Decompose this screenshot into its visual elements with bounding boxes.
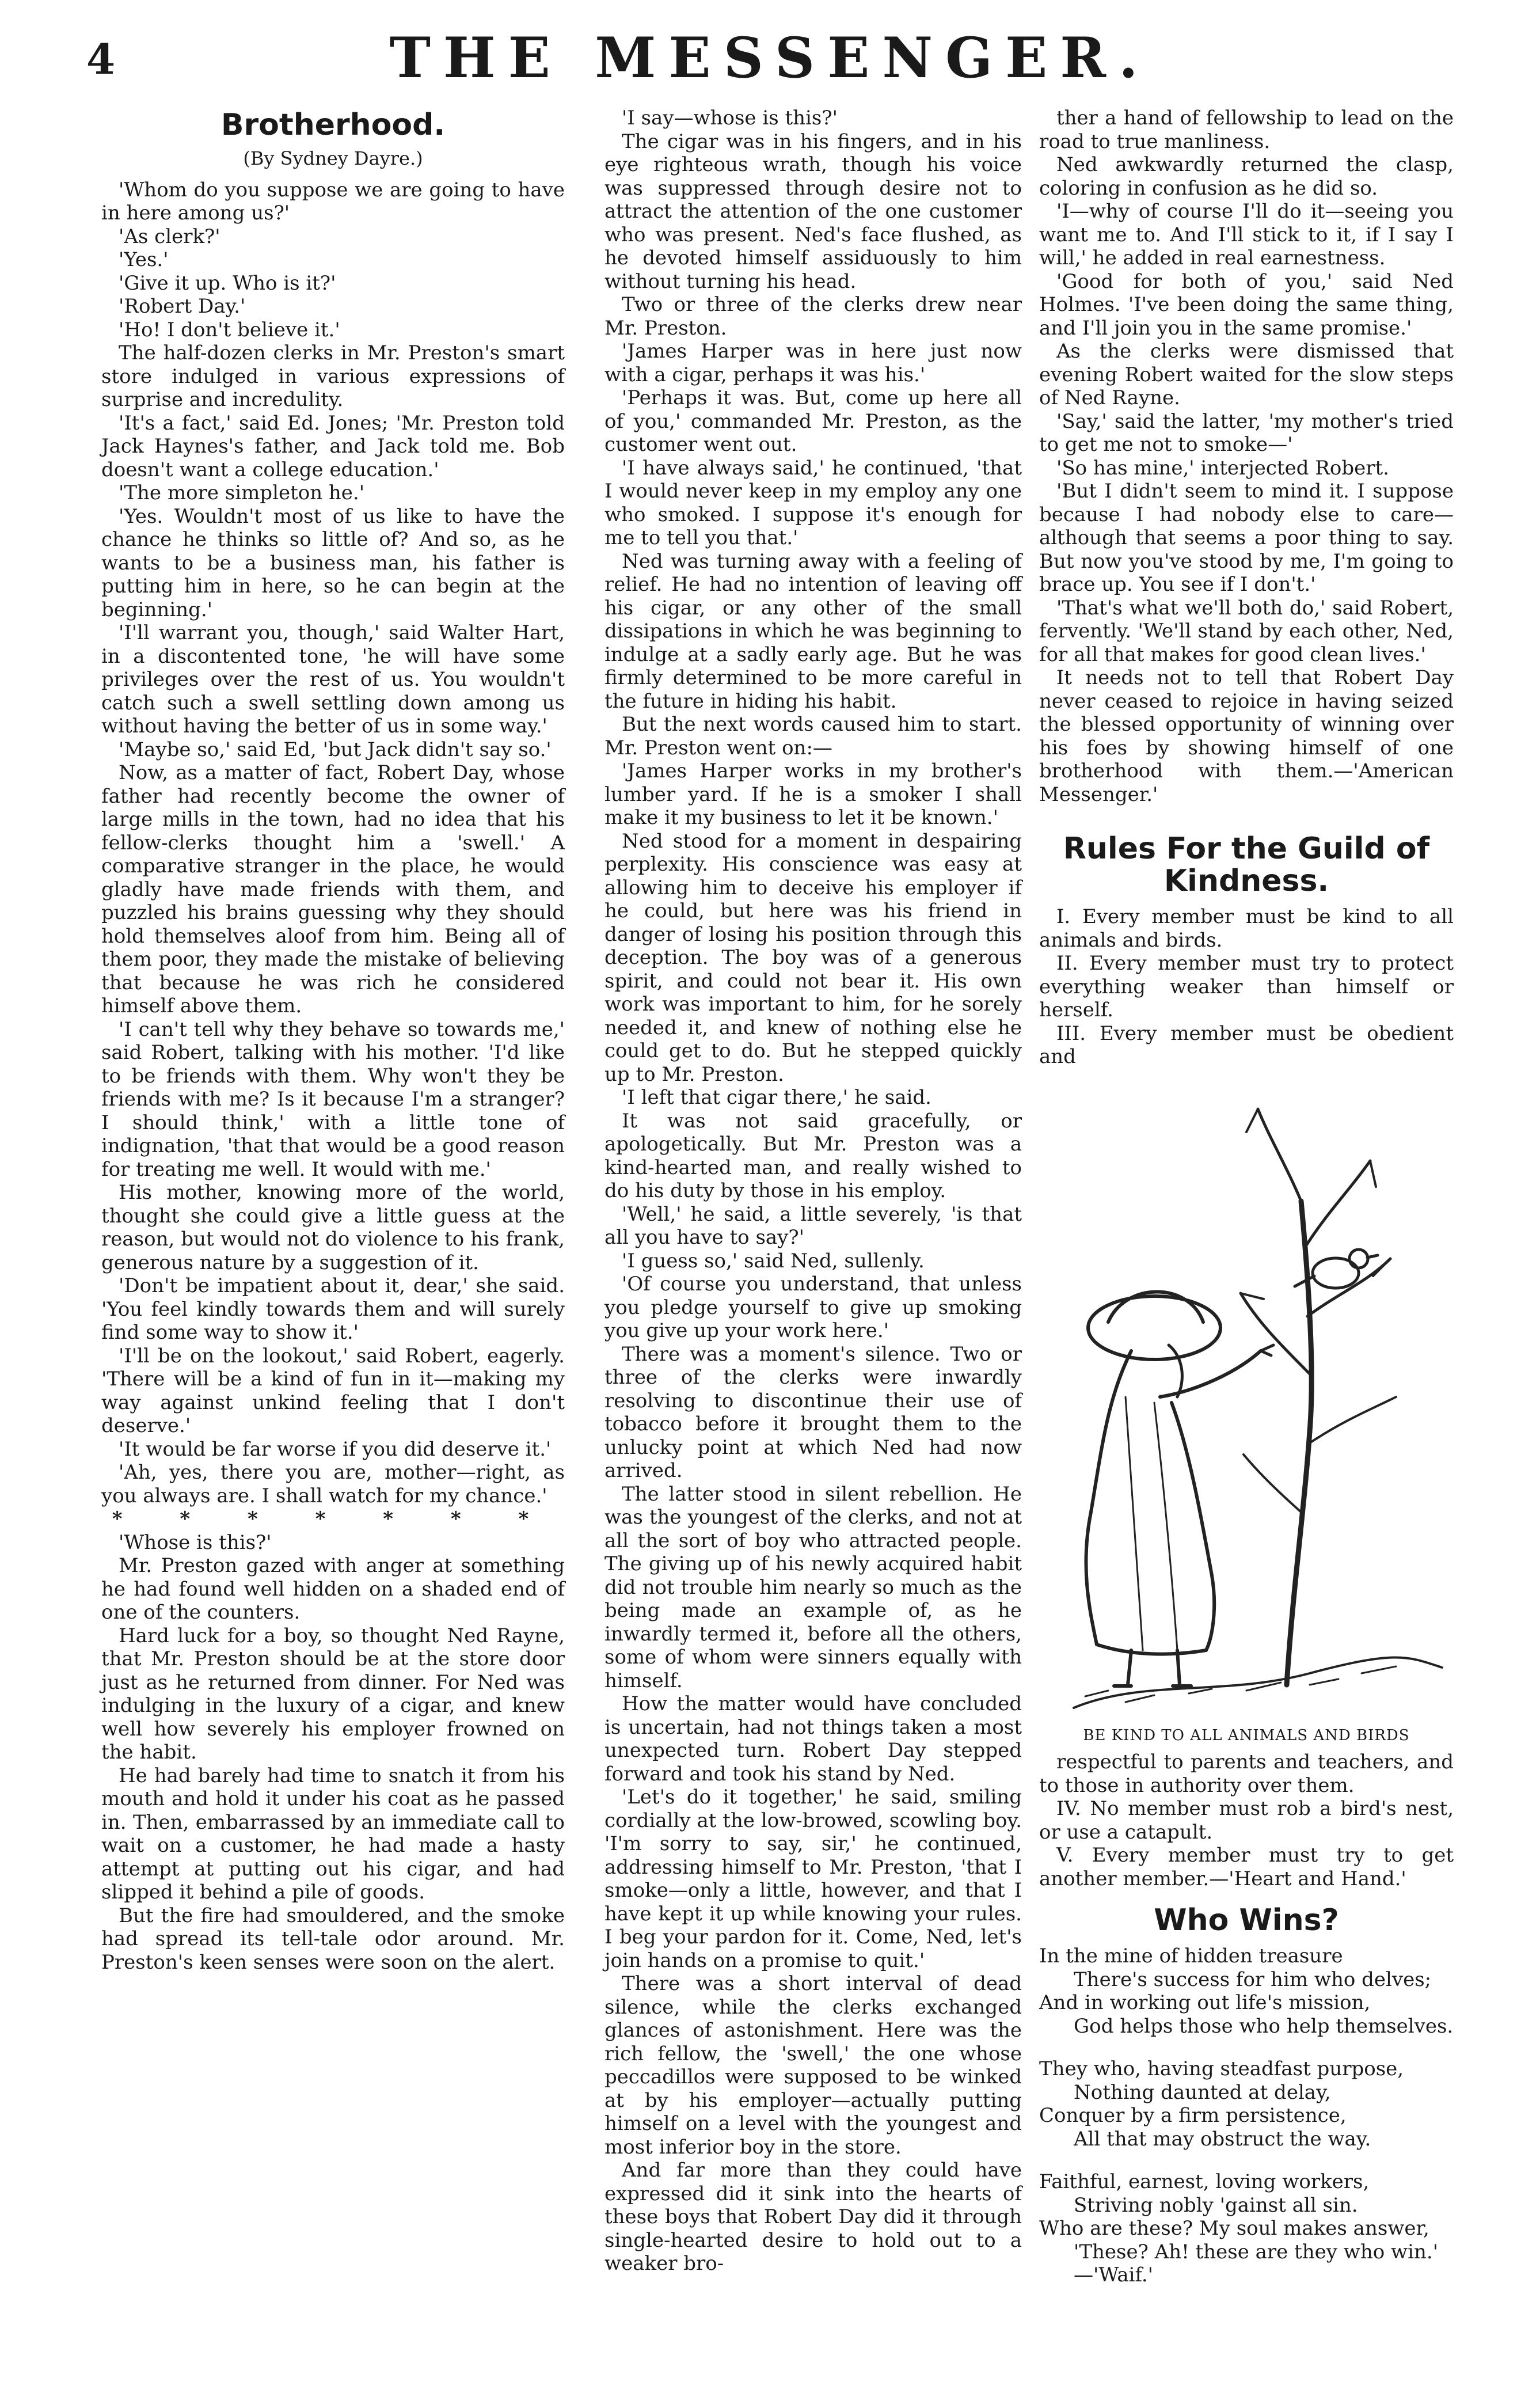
stanza-gap: [1039, 2151, 1454, 2170]
rule-item: I. Every member must be kind to all animals and birds.: [1039, 905, 1454, 952]
paragraph: 'I left that cigar there,' he said.: [622, 1086, 931, 1109]
poem-line: And in working out life's mission,: [1039, 1991, 1371, 2014]
paragraph: How the matter would have concluded is uncertain, had not things taken a most unexpected turn. Robert Day stepped forward and took his stand by Ned.: [604, 1692, 1022, 1786]
paragraph: 'James Harper works in my brother's lumber yard. If he is a smoker I shall make it my business to let it be known.': [604, 759, 1022, 829]
paragraph: It needs not to tell that Robert Day never ceased to rejoice in having seized the blessed opportunity of winning over his foes by showing himself of one brotherhood with them.—'American Messenger.': [1039, 666, 1454, 806]
poem-credit: —'Waif.': [1074, 2264, 1154, 2287]
poem-line: Faithful, earnest, loving workers,: [1039, 2170, 1370, 2193]
paragraph: There was a moment's silence. Two or three of the clerks were inwardly resolving to discontinue their use of tobacco before it brought them to the unlucky point at which Ned had now arrived.: [604, 1342, 1022, 1482]
article-title: Brotherhood.: [220, 108, 446, 142]
illustration-caption: BE KIND TO ALL ANIMALS AND BIRDS: [1083, 1726, 1410, 1744]
paragraph: He had barely had time to snatch it from his mouth and hold it under his coat as he passed in. Then, embarrassed by an immediate call to wait on a customer, he had made a hasty attempt at putting out his cigar, and had slipped it behind a pile of goods.: [101, 1764, 565, 1904]
paragraph: 'The more simpleton he.': [119, 481, 365, 504]
rule-item: IV. No member must rob a bird's nest, or use a catapult.: [1039, 1797, 1454, 1844]
paragraph: 'As clerk?': [119, 225, 220, 248]
article-paragraphs-col3: [1039, 107, 1454, 806]
rule-item: V. Every member must try to get another member.—'Heart and Hand.': [1039, 1844, 1454, 1890]
poem-line: 'These? Ah! these are they who win.': [1074, 2240, 1439, 2264]
poem-section: [1039, 1904, 1454, 2287]
illustration-girl-and-bird: [1039, 1074, 1454, 1719]
paragraph: 'Of course you understand, that unless you pledge yourself to give up smoking you give up your work here.': [604, 1273, 1022, 1342]
stanza-gap: [1039, 2038, 1454, 2057]
rule-item: II. Every member must try to protect everything weaker than himself or herself.: [1039, 952, 1454, 1021]
paragraph: ther a hand of fellowship to lead on the road to true manliness.: [1039, 107, 1454, 153]
poem-line: Striving nobly 'gainst all sin.: [1074, 2193, 1358, 2217]
poem-line: Conquer by a firm persistence,: [1039, 2104, 1347, 2127]
paragraph: 'Maybe so,' said Ed, 'but Jack didn't say so.': [119, 738, 552, 761]
rules-list-continued: [1039, 1750, 1454, 1890]
paragraph: 'Ah, yes, there you are, mother—right, as you always are. I shall watch for my chance.': [101, 1461, 565, 1507]
poem-line: In the mine of hidden treasure: [1039, 1945, 1343, 1968]
poem-title: Who Wins?: [1154, 1903, 1339, 1938]
paragraph: 'Let's do it together,' he said, smiling cordially at the low-browed, scowling boy. 'I'm sorry to say, sir,' he continued, addressing himself to Mr. Preston, 'that I smoke—only a little, however, and that I have kept it up while knowing your rules. I beg your pardon for it. Come, Ned, let's join hands on a promise to quit.': [604, 1786, 1022, 1972]
paragraph: His mother, knowing more of the world, thought she could give a little guess at the reason, but would not do violence to his frank, generous nature by a suggestion of it.: [101, 1181, 565, 1274]
paragraph: Ned was turning away with a feeling of relief. He had no intention of leaving off his cigar, or any other of the small dissipations in which he was beginning to indulge at a sadly early age. But he was firmly determined to be more careful in the future in hiding his habit.: [604, 549, 1022, 713]
paragraph: 'I—why of course I'll do it—seeing you want me to. And I'll stick to it, if I say I will,' he added in real earnestness.: [1039, 200, 1454, 269]
paragraph: 'Whom do you suppose we are going to have in here among us?': [101, 178, 565, 225]
poem-line: Who are these? My soul makes answer,: [1039, 2217, 1429, 2240]
paragraph: 'Ho! I don't believe it.': [119, 318, 340, 341]
paragraph: 'I'll warrant you, though,' said Walter Hart, in a discontented tone, 'he will have some privileges over the rest of us. You wouldn't catch such a swell settling down among us without having the better of us in some way.': [101, 621, 565, 738]
paragraph: 'Say,' said the latter, 'my mother's tried to get me not to smoke—': [1039, 409, 1454, 456]
paragraph: 'But I didn't seem to mind it. I suppose because I had nobody else to care—although that seems a poor thing to say. But now you've stood by me, I'm going to brace up. You see if I don't.': [1039, 480, 1454, 596]
girl-feeding-bird-icon: [1039, 1074, 1454, 1719]
paragraph: Ned awkwardly returned the clasp, coloring in confusion as he did so.: [1039, 153, 1454, 200]
article-paragraphs-continued: [101, 1531, 565, 1974]
paragraph: 'I can't tell why they behave so towards me,' said Robert, talking with his mother. 'I'd like to be friends with them. Why won't they be friends with me? Is it because I'm a stranger? I should think,' with a little tone of indignation, 'that that would be a good reason for treating me well. It would with me.': [101, 1017, 565, 1181]
paragraph: 'I'll be on the lookout,' said Robert, eagerly. 'There will be a kind of fun in it—making my way against unkind feeling that I don't deserve.': [101, 1344, 565, 1437]
paragraph: Ned stood for a moment in despairing perplexity. His conscience was easy at allowing him to deceive his employer if he could, but here was his friend in danger of losing his position through this deception. The boy was of a generous spirit, and could not bear it. His own work was important to him, for he sorely needed it, and knew of nothing else he could get to do. But he stepped quickly up to Mr. Preston.: [604, 829, 1022, 1086]
paragraph: The cigar was in his fingers, and in his eye righteous wrath, though his voice was suppressed through desire not to attract the attention of the one customer who was present. Ned's face flushed, as he devoted himself assiduously to him without turning his head.: [604, 130, 1022, 293]
paragraph: 'Good for both of you,' said Ned Holmes. 'I've been doing the same thing, and I'll join you in the same promise.': [1039, 269, 1454, 340]
paragraph: The half-dozen clerks in Mr. Preston's smart store indulged in various expressions of surprise and incredulity.: [101, 341, 565, 411]
paragraph: Two or three of the clerks drew near Mr. Preston.: [604, 293, 1022, 340]
article-paragraphs: [101, 179, 565, 1508]
paragraph: 'That's what we'll both do,' said Robert, fervently. 'We'll stand by each other, Ned, for all that makes for good clean lives.': [1039, 596, 1454, 666]
paragraph: 'Yes. Wouldn't most of us like to have the chance he thinks so little of? And so, as he wants to be a business man, his father is putting him in here, so he can begin at the beginning.': [101, 504, 565, 621]
column-2: [604, 107, 1022, 2276]
paragraph: But the fire had smouldered, and the smoke had spread its tell-tale odor around. Mr. Preston's keen senses were soon on the alert.: [101, 1904, 565, 1974]
article-paragraphs-col2: [604, 107, 1022, 2276]
paragraph: 'Whose is this?': [119, 1530, 272, 1554]
paragraph: As the clerks were dismissed that evening Robert waited for the slow steps of Ned Rayne.: [1039, 340, 1454, 409]
rules-section: [1039, 833, 1454, 1890]
poem-line: There's success for him who delves;: [1074, 1968, 1432, 1991]
paragraph: The latter stood in silent rebellion. He was the youngest of the clerks, and not at all the sort of boy who attracted people. The giving up of his newly acquired habit did not trouble him nearly so much as the being made an example of, as he inwardly termed it, before all the others, some of whom were sinners equally with himself.: [604, 1482, 1022, 1692]
paragraph: Now, as a matter of fact, Robert Day, whose father had recently become the owner of large mills in the town, had no idea that his fellow-clerks thought him a 'swell.' A comparative stranger in the place, he would gladly have made friends with them, and puzzled his brains guessing why they should hold themselves aloof from him. Being all of them poor, they made the mistake of believing that because he was rich he considered himself above them.: [101, 761, 565, 1017]
poem-line: They who, having steadfast purpose,: [1039, 2057, 1404, 2080]
paragraph: And far more than they could have expressed did it sink into the hearts of these boys that Robert Day did it through single-hearted desire to hold out to a weaker bro-: [604, 2159, 1022, 2275]
page-header: [0, 0, 1540, 115]
paragraph: Mr. Preston gazed with anger at something he had found well hidden on a shaded end of one of the counters.: [101, 1554, 565, 1624]
section-break: * * * * * * *: [112, 1507, 554, 1530]
rules-title: Rules For the Guild of Kindness.: [1063, 831, 1430, 898]
column-1: [101, 107, 565, 1974]
paragraph: 'I say—whose is this?': [622, 107, 838, 130]
paragraph: 'So has mine,' interjected Robert.: [1056, 456, 1389, 480]
poem-line: God helps those who help themselves.: [1074, 2014, 1454, 2038]
paragraph: 'Well,' he said, a little severely, 'is that all you have to say?': [604, 1202, 1022, 1249]
paragraph: 'It's a fact,' said Ed. Jones; 'Mr. Preston told Jack Haynes's father, and Jack told me. Bob doesn't want a college education.': [101, 411, 565, 481]
paragraph: 'James Harper was in here just now with a cigar, perhaps it was his.': [604, 340, 1022, 386]
paragraph: There was a short interval of dead silence, while the clerks exchanged glances of astonishment. Here was the rich fellow, the 'swell,' the one whose peccadillos were supposed to be winked at by his employer—actually putting himself on a level with the youngest and most inferior boy in the store.: [604, 1972, 1022, 2159]
column-3: [1039, 107, 1454, 2287]
poem-line: Nothing daunted at delay,: [1074, 2080, 1331, 2104]
paragraph: Hard luck for a boy, so thought Ned Rayne, that Mr. Preston should be at the store door just as he returned from dinner. For Ned was indulging in the luxury of a cigar, and knew well how severely his employer frowned on the habit.: [101, 1624, 565, 1764]
paragraph: But the next words caused him to start. Mr. Preston went on:—: [604, 713, 1022, 759]
paragraph: 'Robert Day.': [119, 295, 246, 318]
paragraph: 'Give it up. Who is it?': [119, 271, 336, 295]
page-number: 4: [86, 35, 116, 83]
rules-list: [1039, 905, 1454, 1069]
article-byline: (By Sydney Dayre.): [243, 147, 423, 169]
rule-item: III. Every member must be obedient and: [1039, 1021, 1454, 1068]
paragraph: 'Perhaps it was. But, come up here all of you,' commanded Mr. Preston, as the customer went out.: [604, 386, 1022, 456]
paragraph: 'Don't be impatient about it, dear,' she said. 'You feel kindly towards them and will surely find some way to show it.': [101, 1274, 565, 1344]
paragraph: 'I guess so,' said Ned, sullenly.: [622, 1249, 925, 1273]
masthead-title: THE MESSENGER.: [389, 25, 1151, 90]
paragraph: It was not said gracefully, or apologetically. But Mr. Preston was a kind-hearted man, and really wished to do his duty by those in his employ.: [604, 1109, 1022, 1202]
paragraph: 'I have always said,' he continued, 'that I would never keep in my employ any one who smoked. I suppose it's enough for me to tell you that.': [604, 456, 1022, 549]
paragraph: 'It would be far worse if you did deserve it.': [119, 1437, 552, 1461]
paragraph: 'Yes.': [119, 248, 169, 271]
poem-body: [1039, 1945, 1454, 2264]
rule-item: respectful to parents and teachers, and to those in authority over them.: [1039, 1750, 1454, 1797]
poem-line: All that may obstruct the way.: [1074, 2127, 1371, 2151]
